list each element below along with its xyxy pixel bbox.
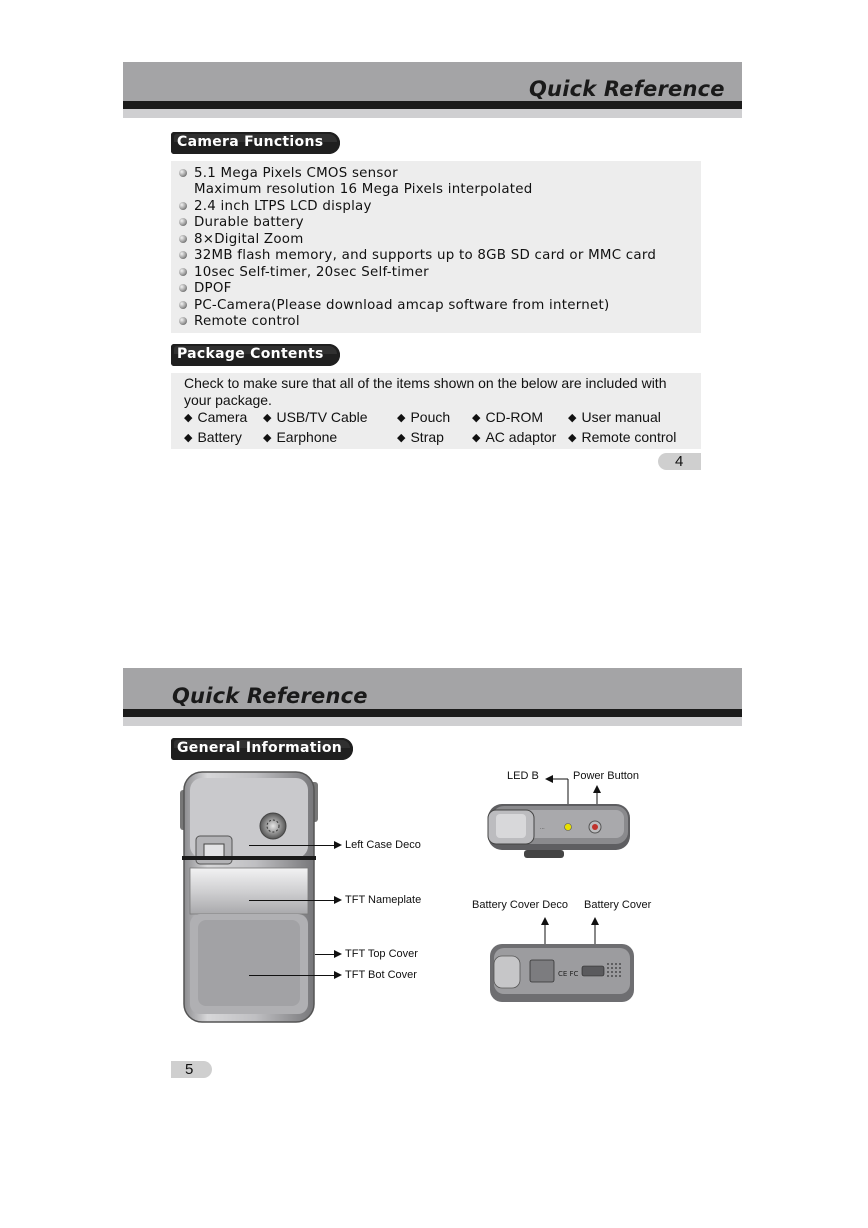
bullet-icon (179, 268, 187, 276)
camera-back-illustration (176, 768, 322, 1026)
callout-left-case-deco: Left Case Deco (345, 839, 421, 851)
bullet-icon (179, 251, 187, 259)
package-item: ◆ USB/TV Cable (263, 409, 368, 425)
callout-power-button: Power Button (573, 770, 640, 782)
feature-item: Remote control (194, 314, 300, 329)
diamond-icon: ◆ (568, 432, 577, 444)
page5-header-title: Quick Reference (172, 684, 368, 708)
callout-tft-nameplate: TFT Nameplate (345, 894, 422, 906)
page5-header-underline (123, 717, 742, 726)
page4-header-underline (123, 109, 742, 118)
bullet-icon (179, 202, 187, 210)
feature-item: PC-Camera(Please download amcap software from internet) (194, 298, 610, 313)
callout-led: LED B (507, 770, 539, 782)
package-item: ◆ Remote control (568, 429, 677, 445)
feature-item: DPOF (194, 281, 232, 296)
leader-line (249, 845, 335, 846)
bullet-icon (179, 218, 187, 226)
diamond-icon: ◆ (472, 432, 481, 444)
arrow-right-icon (334, 950, 342, 958)
diamond-icon: ◆ (263, 432, 272, 444)
callout-tft-top-cover: TFT Top Cover (345, 948, 418, 960)
svg-text:CE FC: CE FC (558, 970, 579, 978)
callout-tft-bot-cover: TFT Bot Cover (345, 969, 417, 981)
bullet-icon (179, 284, 187, 292)
diamond-icon: ◆ (263, 412, 272, 424)
arrow-right-icon (334, 971, 342, 979)
bullet-icon (179, 317, 187, 325)
page-number: 5 (185, 1061, 194, 1078)
arrow-right-icon (334, 896, 342, 904)
feature-item: 5.1 Mega Pixels CMOS sensor (194, 166, 398, 181)
page5-header-rule (123, 709, 742, 717)
diamond-icon: ◆ (397, 432, 406, 444)
package-item: ◆ Pouch (397, 409, 451, 425)
package-item: ◆ Camera (184, 409, 248, 425)
page-number-badge (658, 453, 701, 470)
package-item: ◆ User manual (568, 409, 661, 425)
diamond-icon: ◆ (184, 412, 193, 424)
package-item: ◆ CD-ROM (472, 409, 544, 425)
page-number: 4 (675, 453, 684, 470)
feature-item: Durable battery (194, 215, 304, 230)
callout-battery-cover-deco: Battery Cover Deco (472, 899, 568, 911)
diamond-icon: ◆ (184, 432, 193, 444)
general-information-label: General Information (171, 738, 353, 760)
callout-battery-cover: Battery Cover (584, 899, 652, 911)
feature-item: 2.4 inch LTPS LCD display (194, 199, 372, 214)
leader-line (249, 900, 335, 901)
page4-header-title: Quick Reference (529, 77, 725, 101)
feature-item: 8×Digital Zoom (194, 232, 304, 247)
package-intro: Check to make sure that all of the items shown on the below are included with (184, 375, 667, 391)
camera-functions-label: Camera Functions (171, 132, 340, 154)
page4-header-rule (123, 101, 742, 109)
camera-top-view-illustration (484, 770, 634, 862)
package-contents-label: Package Contents (171, 344, 340, 366)
bullet-icon (179, 169, 187, 177)
package-item: ◆ Strap (397, 429, 444, 445)
package-intro: your package. (184, 392, 272, 408)
camera-bottom-view-illustration (488, 912, 636, 1004)
bullet-icon (179, 235, 187, 243)
feature-item: 32MB flash memory, and supports up to 8GB SD card or MMC card (194, 248, 657, 263)
feature-item: 10sec Self-timer, 20sec Self-timer (194, 265, 429, 280)
diamond-icon: ◆ (472, 412, 481, 424)
leader-line (315, 954, 335, 955)
feature-item: Maximum resolution 16 Mega Pixels interpolated (194, 182, 533, 197)
page-number-badge (171, 1061, 212, 1078)
leader-line (249, 975, 335, 976)
package-item: ◆ AC adaptor (472, 429, 557, 445)
package-item: ◆ Battery (184, 429, 242, 445)
package-item: ◆ Earphone (263, 429, 338, 445)
bullet-icon (179, 301, 187, 309)
arrow-right-icon (334, 841, 342, 849)
diamond-icon: ◆ (568, 412, 577, 424)
svg-text:···: ··· (540, 826, 545, 832)
diamond-icon: ◆ (397, 412, 406, 424)
